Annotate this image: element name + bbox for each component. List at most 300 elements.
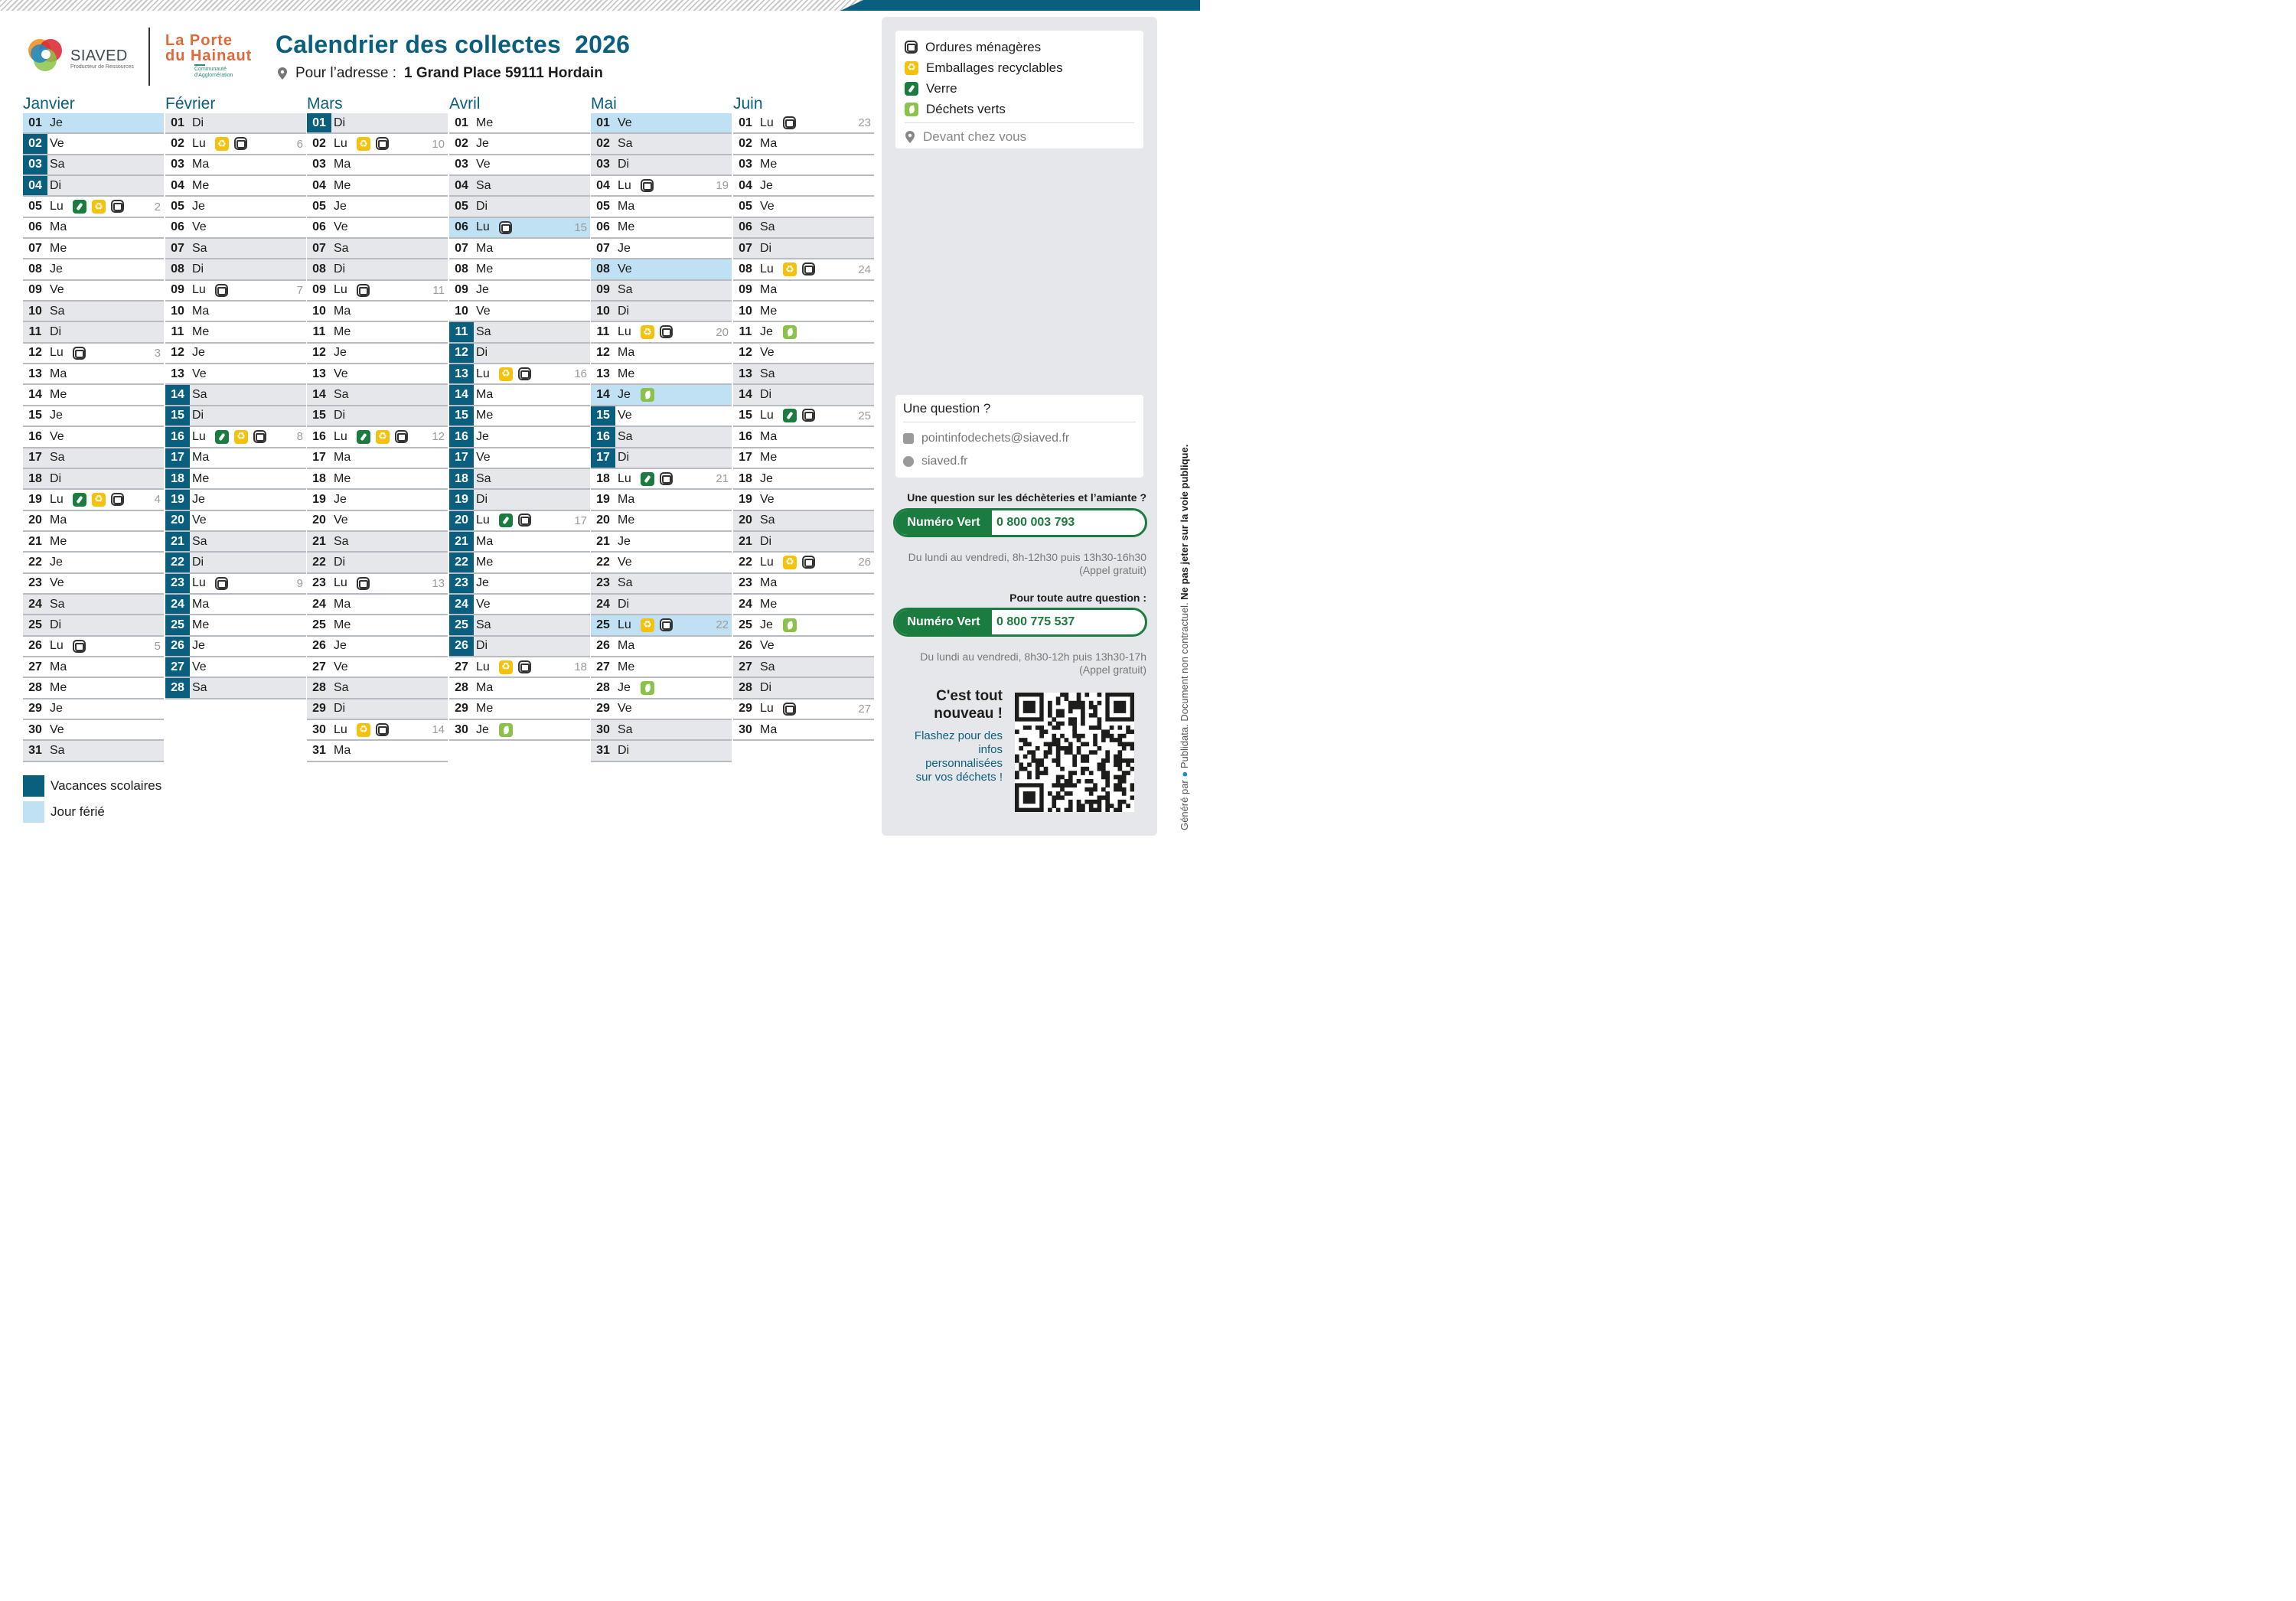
household-waste-icon (215, 284, 228, 297)
day-number: 28 (28, 680, 42, 694)
day-row (23, 490, 164, 510)
day-number: 01 (455, 116, 468, 129)
day-number: 14 (449, 385, 474, 404)
glass-bottle-icon (783, 409, 797, 422)
day-name: Ve (192, 514, 207, 527)
day-name: Je (50, 116, 63, 129)
day-row (591, 385, 732, 406)
footer-text: Document non contractuel. (1179, 599, 1190, 725)
glass-bottle-icon (357, 430, 370, 444)
footer-prefix: Généré par (1179, 780, 1190, 830)
day-number: 24 (449, 595, 474, 614)
day-name: Je (476, 429, 489, 443)
day-name: Sa (760, 660, 775, 673)
month-name: Janvier (23, 95, 75, 112)
day-row (23, 553, 164, 573)
question-box (895, 395, 1143, 478)
day-row (165, 155, 306, 176)
day-number: 19 (165, 490, 190, 509)
day-name: Di (50, 618, 62, 631)
leaf-icon (641, 388, 654, 402)
day-name: Di (618, 597, 630, 611)
day-number: 19 (312, 492, 326, 506)
porte-logo-line1: La Porte (165, 32, 233, 49)
question-title: Une question ? (903, 401, 1136, 422)
day-row (733, 490, 874, 510)
day-row (23, 720, 164, 741)
week-number: 7 (296, 283, 303, 297)
day-number: 22 (596, 555, 610, 569)
day-row (733, 637, 874, 657)
day-name: Lu (760, 555, 774, 569)
day-number: 03 (23, 155, 47, 174)
day-row (307, 532, 448, 553)
day-row (449, 553, 590, 573)
day-number: 20 (449, 511, 474, 530)
household-waste-icon (802, 556, 815, 569)
day-number: 15 (28, 409, 42, 422)
email-row[interactable] (903, 427, 1136, 450)
collection-icons (215, 137, 247, 151)
day-number: 14 (165, 385, 190, 404)
week-number: 15 (574, 220, 587, 234)
numero-vert-1[interactable] (893, 508, 1147, 537)
day-number: 22 (449, 553, 474, 572)
collection-icons (215, 430, 266, 444)
day-name: Lu (618, 618, 631, 631)
week-number: 6 (296, 137, 303, 151)
week-number: 10 (432, 137, 445, 151)
day-row (307, 113, 448, 134)
week-number: 26 (858, 556, 871, 569)
week-number: 23 (858, 116, 871, 130)
day-number: 25 (596, 618, 610, 631)
promo-line2: nouveau ! (934, 706, 1003, 722)
day-row (165, 469, 306, 490)
day-row (733, 448, 874, 469)
day-name: Me (476, 555, 494, 569)
day-number: 01 (171, 116, 184, 129)
leaf-icon (783, 325, 797, 339)
day-name: Je (476, 722, 489, 736)
day-number: 14 (28, 388, 42, 402)
legend-separator (905, 122, 1134, 123)
day-row (733, 259, 874, 280)
day-name: Lu (618, 471, 631, 485)
top-accent-band (840, 0, 1200, 11)
day-name: Ve (192, 367, 207, 380)
day-name: Me (618, 220, 635, 234)
day-number: 14 (312, 388, 326, 402)
day-row (307, 155, 448, 176)
day-name: Je (50, 702, 63, 716)
day-name: Sa (50, 158, 65, 171)
collection-icons (641, 388, 654, 402)
day-row (165, 197, 306, 217)
day-row (307, 281, 448, 302)
day-name: Je (476, 137, 489, 151)
day-name: Ve (50, 576, 64, 590)
day-number: 09 (28, 283, 42, 297)
day-row (591, 259, 732, 280)
day-name: Sa (618, 137, 633, 151)
day-name: Ma (334, 743, 351, 757)
day-name: Ma (334, 158, 351, 171)
household-waste-icon (641, 179, 654, 192)
day-row (733, 615, 874, 636)
day-name: Sa (618, 283, 633, 297)
week-number: 24 (858, 262, 871, 276)
day-name: Ve (192, 660, 207, 673)
day-name: Ma (760, 576, 778, 590)
siaved-tagline: Producteur de Ressources (70, 64, 134, 70)
day-row (23, 511, 164, 532)
day-name: Ma (192, 451, 210, 465)
day-number: 22 (165, 553, 190, 572)
day-name: Ve (334, 514, 348, 527)
day-number: 12 (449, 344, 474, 363)
numero-vert-1-number[interactable]: 0 800 003 793 (996, 516, 1075, 529)
day-name: Ve (618, 409, 632, 422)
day-number: 23 (596, 576, 610, 590)
day-row (307, 637, 448, 657)
day-row (733, 239, 874, 259)
day-row (449, 637, 590, 657)
day-number: 13 (171, 367, 184, 380)
day-number: 08 (171, 262, 184, 276)
website-link[interactable]: siaved.fr (921, 455, 968, 468)
day-name: Je (618, 388, 631, 402)
day-name: Ve (760, 639, 775, 653)
day-row (449, 197, 590, 217)
day-row (165, 574, 306, 595)
day-row (307, 490, 448, 510)
day-name: Sa (476, 178, 491, 192)
day-row (591, 637, 732, 657)
day-row (23, 385, 164, 406)
day-row (307, 448, 448, 469)
day-number: 21 (28, 534, 42, 548)
day-row (449, 574, 590, 595)
day-number: 21 (596, 534, 610, 548)
day-row (165, 678, 306, 699)
household-waste-icon (253, 430, 266, 443)
household-waste-icon (376, 137, 389, 150)
day-name: Ma (192, 597, 210, 611)
day-row (23, 574, 164, 595)
day-number: 10 (171, 304, 184, 318)
day-row (23, 469, 164, 490)
day-name: Lu (50, 200, 64, 214)
day-row (449, 678, 590, 699)
day-row (591, 511, 732, 532)
day-number: 16 (591, 427, 615, 446)
day-row (307, 322, 448, 343)
collection-icons (73, 347, 86, 360)
week-number: 16 (574, 367, 587, 381)
day-number: 14 (739, 388, 752, 402)
month-name: Février (165, 95, 216, 112)
day-name: Lu (334, 283, 347, 297)
collection-icons (783, 116, 796, 129)
household-waste-icon (660, 472, 673, 485)
day-number: 01 (307, 113, 331, 132)
day-name: Di (50, 325, 62, 339)
day-row (591, 322, 732, 343)
day-name: Lu (192, 137, 206, 151)
day-name: Di (192, 409, 204, 422)
page-title: Calendrier des collectes 2026 (276, 31, 631, 58)
day-number: 11 (596, 325, 610, 339)
day-number: 31 (28, 743, 42, 757)
day-row (165, 239, 306, 259)
day-number: 30 (596, 722, 610, 736)
day-name: Ma (760, 137, 778, 151)
day-row (591, 281, 732, 302)
household-waste-icon (357, 577, 370, 590)
day-name: Di (50, 178, 62, 192)
day-row (591, 448, 732, 469)
day-row (165, 302, 306, 322)
collection-icons (499, 514, 531, 527)
month-name: Mars (307, 95, 343, 112)
day-row (23, 406, 164, 427)
day-row (23, 637, 164, 657)
leaf-icon (783, 618, 797, 632)
day-row (591, 364, 732, 385)
day-name: Di (192, 555, 204, 569)
day-number: 24 (596, 597, 610, 611)
recycling-icon (215, 137, 229, 151)
legend-om-label: Ordures ménagères (925, 39, 1042, 54)
day-name: Me (50, 680, 67, 694)
promo-flash-text (895, 729, 1003, 784)
day-name: Je (476, 576, 489, 590)
day-name: Ve (476, 304, 491, 318)
day-name: Di (618, 158, 630, 171)
day-row (591, 197, 732, 217)
day-number: 02 (23, 134, 47, 153)
day-name: Me (334, 178, 351, 192)
day-row (23, 197, 164, 217)
collection-icons (783, 618, 797, 632)
promo-headline (895, 687, 1003, 722)
day-name: Sa (50, 304, 65, 318)
day-name: Ve (476, 158, 491, 171)
hours-1 (894, 551, 1146, 577)
day-name: Di (760, 241, 772, 255)
day-name: Me (476, 262, 494, 276)
month-avril (449, 95, 590, 741)
day-row (449, 155, 590, 176)
day-name: Di (760, 680, 772, 694)
day-number: 29 (739, 702, 752, 716)
day-number: 22 (28, 555, 42, 569)
recycling-icon (783, 556, 797, 569)
collection-icons (499, 367, 531, 381)
day-number: 21 (312, 534, 326, 548)
day-row (23, 699, 164, 720)
day-row (591, 302, 732, 322)
day-number: 04 (739, 178, 752, 192)
porte-logo-bar (194, 64, 205, 66)
collection-icons (499, 660, 531, 674)
day-row (307, 720, 448, 741)
day-row (591, 615, 732, 636)
siaved-logo (26, 37, 141, 75)
day-number: 13 (739, 367, 752, 380)
recycling-icon (905, 61, 918, 75)
month-mai (591, 95, 732, 762)
day-row (165, 113, 306, 134)
day-name: Je (760, 178, 773, 192)
day-number: 23 (739, 576, 752, 590)
recycling-icon (357, 137, 370, 151)
porte-logo-subtitle: Communauté d'Agglomération (194, 67, 233, 78)
glass-bottle-icon (215, 430, 229, 444)
website-row[interactable] (903, 450, 1136, 473)
day-name: Ma (476, 534, 494, 548)
household-waste-icon (73, 640, 86, 653)
day-row (591, 595, 732, 615)
day-row (591, 720, 732, 741)
day-number: 24 (312, 597, 326, 611)
day-number: 19 (28, 492, 42, 506)
legend-emb-row (905, 57, 1134, 78)
day-row (449, 259, 590, 280)
day-row (165, 615, 306, 636)
day-name: Sa (476, 325, 491, 339)
day-name: Sa (618, 722, 633, 736)
month-name: Mai (591, 95, 617, 112)
day-number: 25 (165, 615, 190, 634)
day-name: Lu (50, 492, 64, 506)
household-waste-icon (73, 347, 86, 360)
day-row (307, 344, 448, 364)
day-row (591, 532, 732, 553)
day-name: Sa (618, 576, 633, 590)
day-row (165, 281, 306, 302)
day-name: Ve (50, 429, 64, 443)
day-number: 26 (165, 637, 190, 656)
day-name: Je (50, 409, 63, 422)
day-row (307, 364, 448, 385)
day-name: Ma (476, 680, 494, 694)
day-row (733, 699, 874, 720)
day-number: 10 (28, 304, 42, 318)
day-number: 15 (449, 406, 474, 426)
day-number: 18 (449, 469, 474, 488)
day-row (165, 532, 306, 553)
day-name: Lu (476, 660, 490, 673)
household-waste-icon (660, 325, 673, 338)
day-number: 04 (23, 176, 47, 195)
hours-1-line2: (Appel gratuit) (1079, 564, 1146, 576)
day-name: Sa (50, 743, 65, 757)
day-number: 16 (28, 429, 42, 443)
day-name: Di (50, 471, 62, 485)
day-name: Je (618, 534, 631, 548)
recycling-icon (641, 618, 654, 632)
day-number: 12 (312, 346, 326, 360)
week-number: 9 (296, 576, 303, 590)
day-number: 04 (455, 178, 468, 192)
day-name: Ve (334, 367, 348, 380)
day-row (307, 385, 448, 406)
hours-2-line1: Du lundi au vendredi, 8h30-12h puis 13h30-17h (920, 651, 1146, 663)
collection-icons (357, 723, 389, 737)
day-number: 05 (455, 200, 468, 214)
recycling-icon (376, 430, 390, 444)
day-name: Me (760, 451, 778, 465)
day-name: Ma (50, 367, 67, 380)
qr-code[interactable] (1015, 693, 1134, 812)
location-pin-icon (277, 67, 288, 80)
day-number: 28 (739, 680, 752, 694)
day-row (165, 448, 306, 469)
day-number: 27 (312, 660, 326, 673)
day-row (733, 406, 874, 427)
day-row (165, 385, 306, 406)
collection-legend (895, 31, 1143, 148)
day-number: 10 (455, 304, 468, 318)
day-number: 09 (739, 283, 752, 297)
day-number: 15 (165, 406, 190, 426)
day-row (307, 176, 448, 197)
day-row (307, 574, 448, 595)
day-row (165, 259, 306, 280)
day-row (449, 364, 590, 385)
day-number: 26 (28, 639, 42, 653)
day-name: Ma (760, 283, 778, 297)
recycling-icon (92, 493, 106, 507)
day-row (449, 699, 590, 720)
day-name: Je (334, 346, 347, 360)
day-name: Me (334, 471, 351, 485)
week-number: 14 (432, 723, 445, 737)
day-name: Di (334, 702, 346, 716)
day-row (591, 699, 732, 720)
day-number: 11 (312, 325, 326, 339)
day-row (23, 259, 164, 280)
day-number: 15 (739, 409, 752, 422)
day-name: Ma (50, 220, 67, 234)
email-link[interactable]: pointinfodechets@siaved.fr (921, 432, 1070, 445)
day-row (23, 113, 164, 134)
day-row (165, 637, 306, 657)
day-number: 30 (312, 722, 326, 736)
day-number: 25 (449, 615, 474, 634)
day-number: 07 (739, 241, 752, 255)
flash-line1: Flashez pour des (914, 729, 1003, 742)
day-number: 16 (312, 429, 326, 443)
collection-icons (499, 221, 512, 234)
month-name: Avril (449, 95, 481, 112)
day-name: Lu (334, 137, 347, 151)
day-row (449, 239, 590, 259)
household-waste-icon (518, 514, 531, 527)
day-number: 27 (455, 660, 468, 673)
numero-vert-2[interactable] (893, 608, 1147, 637)
day-number: 02 (171, 137, 184, 151)
day-number: 23 (165, 574, 190, 593)
day-number: 09 (596, 283, 610, 297)
numero-vert-2-number[interactable]: 0 800 775 537 (996, 615, 1075, 628)
address-row (277, 65, 603, 82)
day-number: 07 (312, 241, 326, 255)
day-name: Me (760, 304, 778, 318)
day-number: 18 (312, 471, 326, 485)
